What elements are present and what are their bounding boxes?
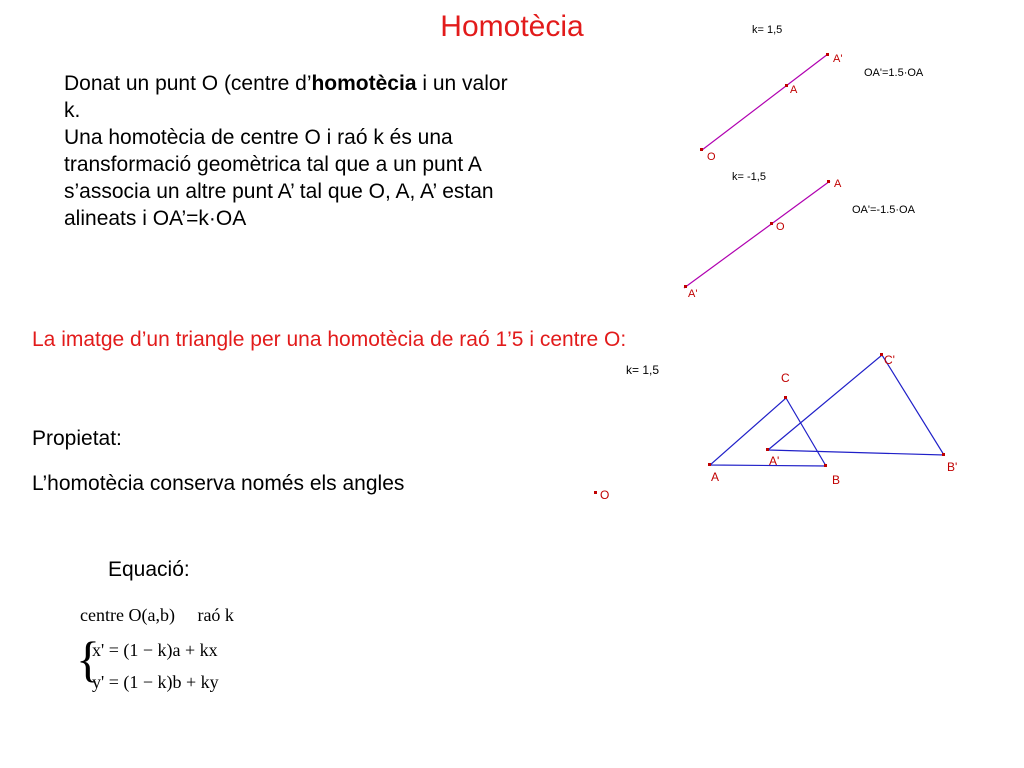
b-label-3: B: [832, 473, 841, 487]
point-b-prime-3: [942, 453, 945, 456]
figure-k-positive: [700, 24, 924, 163]
triangle-heading: La imatge d’un triangle per una homotècia de raó 1’5 i centre O:: [32, 328, 627, 351]
line-a-prime-a-2: [684, 181, 830, 288]
point-o-3: [594, 491, 597, 494]
point-c-3: [784, 396, 787, 399]
o-label-2: O: [776, 221, 785, 233]
definition-bold: homotècia: [311, 72, 417, 95]
point-a-1: [785, 84, 788, 87]
c-prime-label-3: C': [884, 353, 895, 367]
k-label-2: k= -1,5: [732, 171, 766, 183]
point-a-2: [827, 180, 830, 183]
figure-triangles: [594, 353, 957, 502]
equation-brace: {: [76, 631, 100, 687]
definition-part2: i un valor k.: [64, 72, 508, 122]
triangle-abc: [710, 398, 826, 466]
point-a-prime-3: [766, 448, 769, 451]
equation-rao: raó k: [197, 605, 234, 625]
equation-line-y: y' = (1 − k)b + ky: [92, 672, 219, 692]
property-text: L’homotècia conserva només els angles: [32, 472, 405, 495]
a-prime-label-2: A': [688, 288, 698, 300]
a-prime-label-3: A': [769, 454, 780, 468]
equation-line-x: x' = (1 − k)a + kx: [92, 640, 218, 660]
formula-label-1: OA'=1.5·OA: [864, 67, 924, 79]
line-o-a-prime-1: [702, 54, 828, 150]
point-a-3: [708, 463, 711, 466]
equation-label: Equació:: [108, 558, 190, 581]
triangle-a-prime-b-prime-c-prime: [768, 355, 944, 455]
definition-line2: Una homotècia de centre O i raó k és una transformació geomètrica tal que a un punt A s’associa un altre punt A’ tal que O, A, A’ estan alineats i OA’=k·OA: [64, 126, 494, 230]
k-label-3: k= 1,5: [626, 363, 660, 377]
equation-centre: centre O(a,b): [80, 605, 175, 625]
a-label-1: A: [790, 84, 798, 96]
o-label-1: O: [707, 151, 716, 163]
c-label-3: C: [781, 371, 790, 385]
b-prime-label-3: B': [947, 460, 958, 474]
k-label-1: k= 1,5: [752, 24, 783, 36]
formula-label-2: OA'=-1.5·OA: [852, 204, 915, 216]
a-prime-label-1: A': [833, 53, 843, 65]
point-a-prime-2: [684, 285, 687, 288]
a-label-3: A: [711, 470, 720, 484]
o-label-3: O: [600, 488, 610, 502]
point-b-3: [824, 464, 827, 467]
page-title: Homotècia: [440, 10, 584, 43]
a-label-2: A: [834, 178, 842, 190]
property-label: Propietat:: [32, 427, 122, 450]
point-o-1: [700, 148, 703, 151]
figure-k-negative: [684, 171, 916, 300]
point-o-2: [770, 222, 773, 225]
point-a-prime-1: [826, 53, 829, 56]
point-c-prime-3: [880, 353, 883, 356]
equation-centre-row: [80, 605, 252, 626]
definition-part1: Donat un punt O (centre d’: [64, 72, 312, 95]
